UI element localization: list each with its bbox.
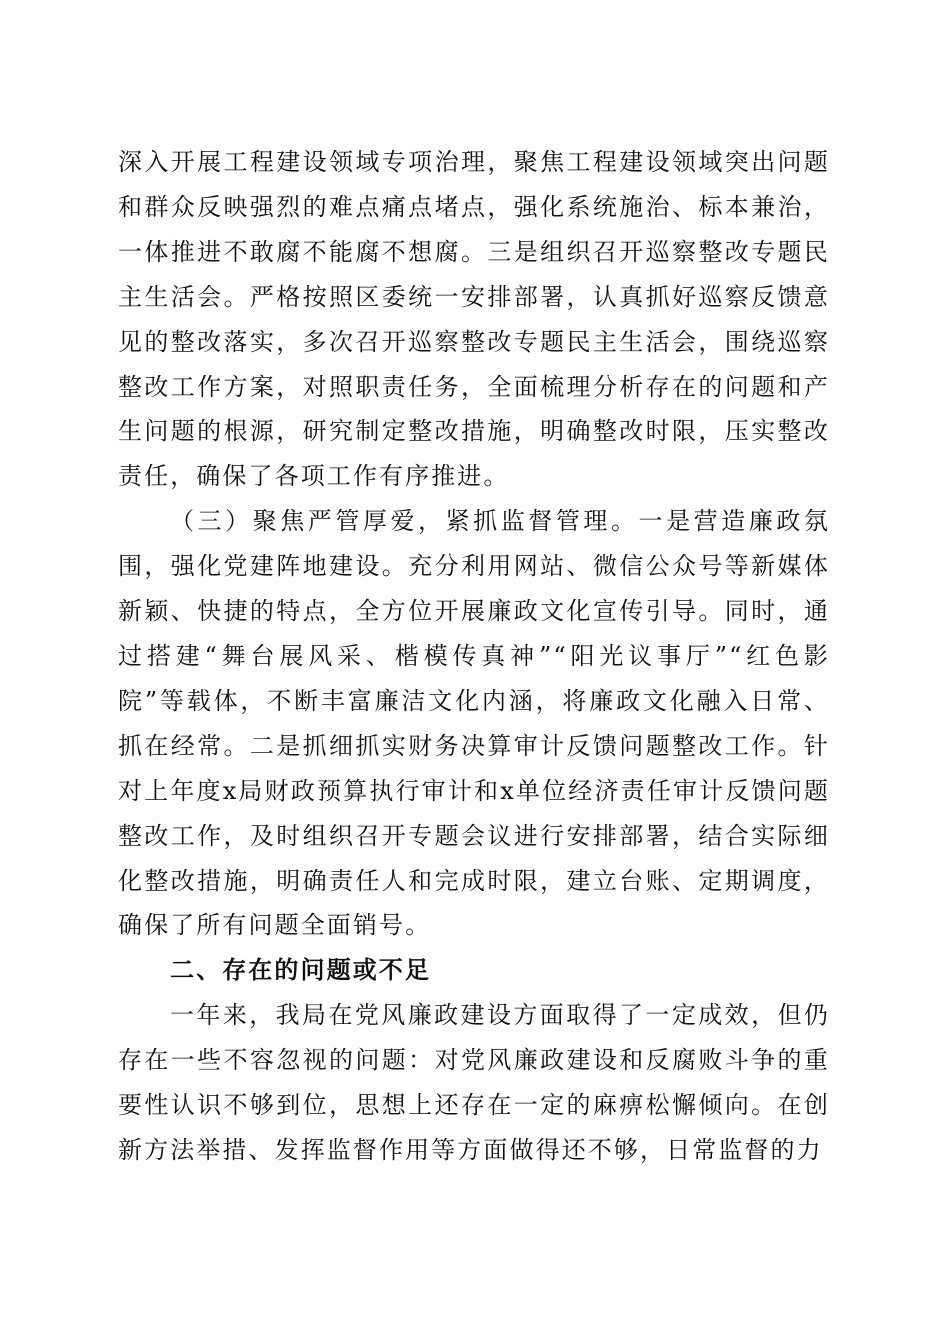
paragraph-continuation: 深入开展工程建设领域专项治理，聚焦工程建设领域突出问题和群众反映强烈的难点痛点堵点，强化系统施治、标本兼治，一体推进不敢腐不能腐不想腐。三是组织召开巡察整改专题民主生活会。严格按照区委统一安排部署，认真抓好巡察反馈意见的整改落实，多次召开巡察整改专题民主生活会，围绕巡察整改工作方案，对照职责任务，全面梳理分析存在的问题和产生问题的根源，研究制定整改措施，明确整改时限，压实整改责任，确保了各项工作有序推进。 (118, 148, 830, 491)
paragraph-problems: 一年来，我局在党风廉政建设方面取得了一定成效，但仍存在一些不容忽视的问题：对党风廉政建设和反腐败斗争的重要性认识不够到位，思想上还存在一定的麻痹松懈倾向。在创新方法举措、发挥监督作用等方面做得还不够，日常监督的力 (118, 1001, 830, 1164)
paragraph-section-three: （三）聚焦严管厚爱，紧抓监督管理。一是营造廉政氛围，强化党建阵地建设。充分利用网站、微信公众号等新媒体新颖、快捷的特点，全方位开展廉政文化宣传引导。同时，通过搭建“舞台展风采、楷模传真神”“阳光议事厅”“红色影院”等载体，不断丰富廉洁文化内涵，将廉政文化融入日常、抓在经常。二是抓细抓实财务决算审计反馈问题整改工作。针对上年度x局财政预算执行审计和x单位经济责任审计反馈问题整改工作，及时组织召开专题会议进行安排部署，结合实际细化整改措施，明确责任人和完成时限，建立台账、定期调度，确保了所有问题全面销号。 (118, 507, 830, 940)
document-page (118, 140, 830, 1173)
section-heading-problems: 二、存在的问题或不足 (170, 956, 431, 985)
